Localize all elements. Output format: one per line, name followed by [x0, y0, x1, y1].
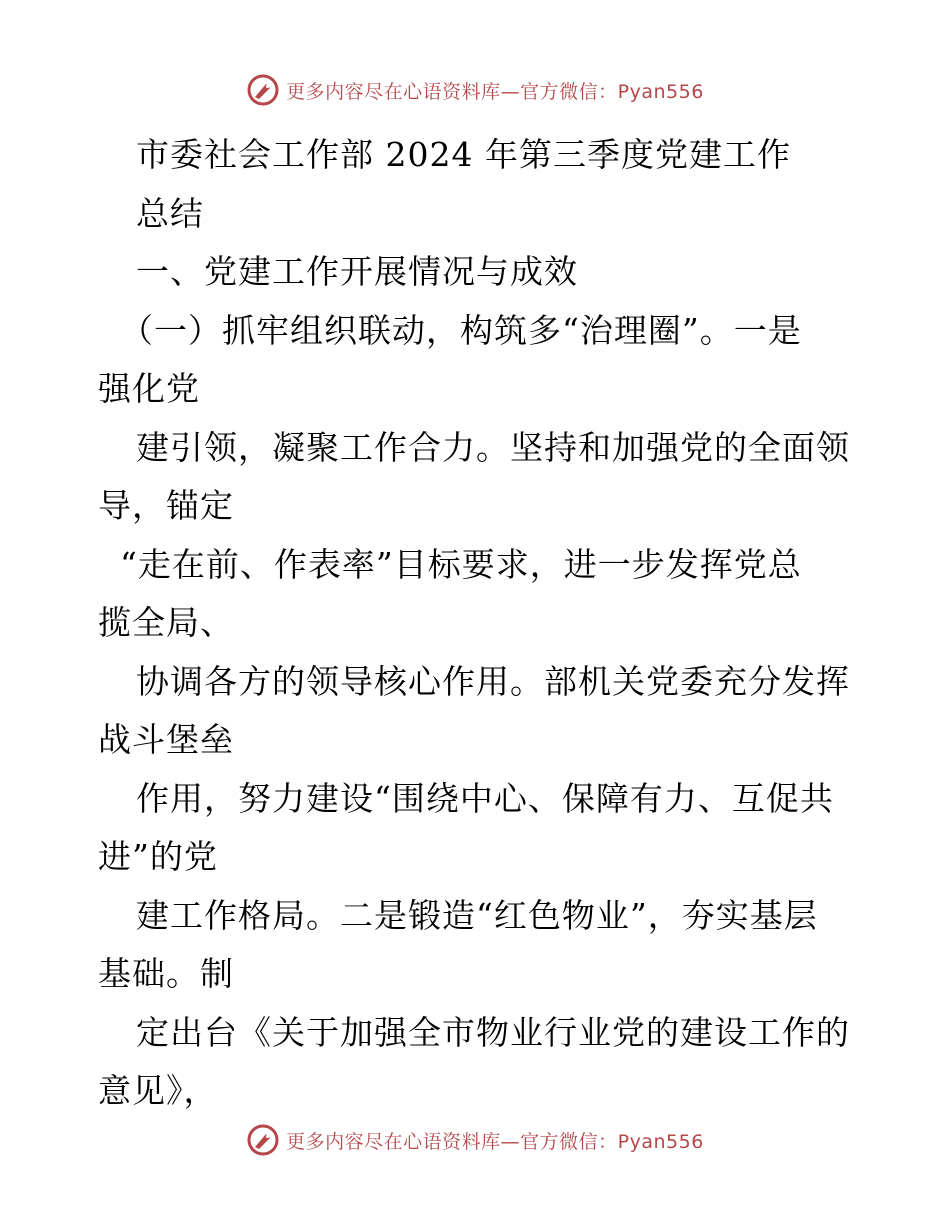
banner-text: 更多内容尽在心语资料库—官方微信：Pyan556 — [286, 1130, 704, 1153]
paragraph-line: 协调各方的领导核心作用。部机关党委充分发挥 — [136, 661, 850, 701]
paragraph-line: 意见》， — [98, 1071, 218, 1110]
banner-text: 更多内容尽在心语资料库—官方微信：Pyan556 — [286, 80, 704, 103]
paragraph-line: 揽全局、 — [98, 603, 234, 642]
paragraph-line: （一）抓牢组织联动，构筑多“治理圈”。一是 — [120, 310, 802, 350]
header-banner — [0, 70, 950, 110]
pen-nib-logo-icon — [246, 1123, 280, 1157]
section-heading: 一、党建工作开展情况与成效 — [136, 252, 578, 291]
document-title-line: 市委社会工作部 2024 年第三季度党建工作 — [136, 135, 791, 174]
footer-banner — [0, 1120, 950, 1160]
paragraph-line: 导，锚定 — [98, 486, 234, 525]
paragraph-line: 强化党 — [98, 369, 200, 408]
paragraph-line: 战斗堡垒 — [98, 720, 234, 759]
document-body — [98, 126, 858, 1121]
paragraph-line: “走在前、作表率”目标要求，进一步发挥党总 — [120, 544, 802, 584]
paragraph-line: 建工作格局。二是锻造“红色物业”，夯实基层 — [136, 895, 818, 935]
paragraph-line: 建引领，凝聚工作合力。坚持和加强党的全面领 — [136, 427, 850, 467]
paragraph-line: 定出台《关于加强全市物业行业党的建设工作的 — [136, 1012, 850, 1052]
paragraph-line: 作用，努力建设“围绕中心、保障有力、互促共 — [136, 778, 834, 818]
paragraph-line: 基础。制 — [98, 954, 234, 993]
pen-nib-logo-icon — [246, 73, 280, 107]
paragraph-line: 进”的党 — [98, 837, 218, 876]
document-title-line: 总结 — [136, 193, 204, 233]
